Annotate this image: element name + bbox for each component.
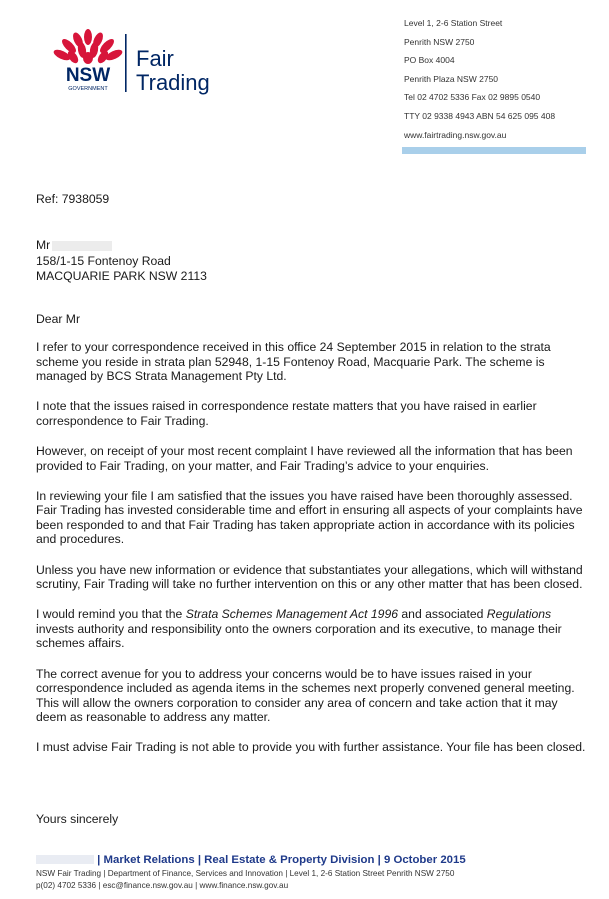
website-line: www.fairtrading.nsw.gov.au <box>404 129 507 140</box>
act-name: Strata Schemes Management Act 1996 <box>185 607 399 622</box>
reference-number: Ref: 7938059 <box>36 192 110 206</box>
address-line: PO Box 4004 <box>404 55 455 66</box>
fair-logo-text: Fair <box>136 46 174 71</box>
address-line: Penrith NSW 2750 <box>404 36 475 47</box>
government-logo-text: GOVERNMENT <box>68 86 108 92</box>
remind-text: and associated <box>398 607 487 622</box>
footer-contact-line: p(02) 4702 5336 | esc@finance.nsw.gov.au | www.finance.nsw.gov.au <box>36 881 289 890</box>
paragraph: However, on receipt of your most recent complaint I have reviewed all the information that has been provided to Fair Trading, on your matter, and Fair Trading’s advice to your enquiries. <box>36 443 573 473</box>
salutation <box>36 312 80 326</box>
phone-fax-line: Tel 02 4702 5336 Fax 02 9895 0540 <box>404 92 541 103</box>
sender-address-block <box>404 14 555 144</box>
footer-division-text: | Market Relations | Real Estate & Property Division | 9 October 2015 <box>94 854 466 866</box>
nsw-fair-trading-logo <box>52 28 222 100</box>
recipient-street: 158/1-15 Fontenoy Road <box>36 253 171 268</box>
header-divider-bar <box>402 147 586 154</box>
footer-department-line: NSW Fair Trading | Department of Finance, Services and Innovation | Level 1, 2-6 Station Street Penrith NSW 2750 <box>36 869 455 878</box>
tty-abn-line: TTY 02 9338 4943 ABN 54 625 095 408 <box>404 110 556 121</box>
salutation-text: Dear Mr <box>36 312 81 326</box>
recipient-address <box>36 238 207 285</box>
closing: Yours sincerely <box>36 812 119 826</box>
address-line: Penrith Plaza NSW 2750 <box>404 73 499 84</box>
paragraph: I must advise Fair Trading is not able to provide you with further assistance. Your file has been closed. <box>36 740 586 755</box>
paragraph: The correct avenue for you to address your concerns would be to have issues raised in your correspondence included as agenda items in the schemes next properly convened general meeting. This will allow the owners corporation to consider any area of concern and take action that it may deem as reasonable to address any matter. <box>36 666 575 725</box>
paragraph: I refer to your correspondence received in this office 24 September 2015 in relation to the strata scheme you reside in strata plan 52948, 1-15 Fontenoy Road, Macquarie Park. The scheme is managed by BCS Strata Management Pty Ltd. <box>36 340 551 384</box>
regulations-name: Regulations <box>486 607 552 622</box>
paragraph-remind <box>36 607 588 651</box>
letter-body <box>36 340 588 770</box>
recipient-name-line <box>36 238 207 254</box>
recipient-title: Mr <box>36 238 51 252</box>
paragraph: In reviewing your file I am satisfied that the issues you have raised have been thoroughly assessed. Fair Trading has invested considerable time and effort in ensuring all aspects of your complaints have been responded to and that Fair Trading has taken appropriate action in accordance with its policies and procedures. <box>36 488 583 547</box>
address-line: Level 1, 2-6 Station Street <box>404 18 503 28</box>
recipient-suburb: MACQUARIE PARK NSW 2113 <box>36 269 207 283</box>
paragraph: I note that the issues raised in correspondence restate matters that you have raised in earlier correspondence to Fair Trading. <box>36 399 537 428</box>
remind-text: I would remind you that the <box>36 607 186 622</box>
redacted-sender <box>36 855 94 864</box>
footer-division-line <box>36 854 466 866</box>
nsw-logo-text: NSW <box>65 65 111 86</box>
trading-logo-text: Trading <box>136 70 210 95</box>
waratah-logo-icon <box>52 28 222 100</box>
remind-text: invests authority and responsibility onto the owners corporation and its executive, to manage their schemes affairs. <box>36 621 562 651</box>
paragraph: Unless you have new information or evidence that substantiates your allegations, which will withstand scrutiny, Fair Trading will take no further intervention on this or any other matter that has been closed. <box>36 562 583 592</box>
redacted-name <box>52 241 112 251</box>
